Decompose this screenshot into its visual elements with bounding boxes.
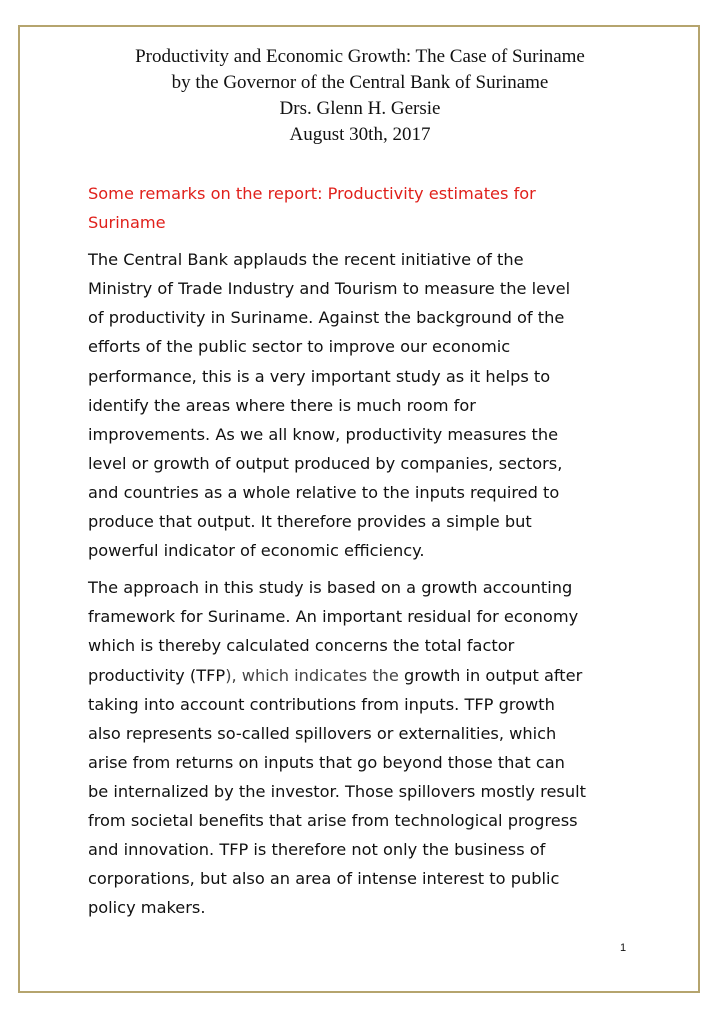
text-line: taking into account contributions from inputs. TFP growth <box>88 694 555 714</box>
heading-line: Some remarks on the report: Productivity estimates for <box>88 184 536 203</box>
text-line: be internalized by the investor. Those spillovers mostly result <box>88 781 586 801</box>
text-line: The Central Bank applauds the recent initiative of the <box>88 250 524 270</box>
document-body <box>88 179 648 922</box>
text-line: produce that output. It therefore provides a simple but <box>88 512 532 532</box>
section-heading <box>88 179 648 237</box>
text-line: of productivity in Suriname. Against the background of the <box>88 308 565 328</box>
text-line: framework for Suriname. An important residual for economy <box>88 607 579 627</box>
title-line: Productivity and Economic Growth: The Case of Suriname <box>135 46 585 67</box>
text-line: and countries as a whole relative to the inputs required to <box>88 482 560 502</box>
text-line: The approach in this study is based on a growth accounting <box>88 578 573 598</box>
paragraph-intro <box>88 245 648 565</box>
author-name: Drs. Glenn H. Gersie <box>279 98 441 119</box>
text-line: level or growth of output produced by companies, sectors, <box>88 453 563 473</box>
text-line-tfp <box>88 666 582 685</box>
page-number: 1 <box>620 942 627 954</box>
text-fragment-soft: ), which indicates the <box>225 665 399 685</box>
text-line: powerful indicator of economic efficiency. <box>88 541 425 561</box>
text-line: which is thereby calculated concerns the total factor <box>88 636 515 656</box>
text-line: arise from returns on inputs that go beyond those that can <box>88 752 565 772</box>
text-line: performance, this is a very important study as it helps to <box>88 366 551 386</box>
text-line: from societal benefits that arise from technological progress <box>88 810 578 830</box>
text-fragment: productivity (TFP <box>88 665 226 685</box>
text-fragment: growth in output after <box>398 665 583 685</box>
text-line: policy makers. <box>88 898 206 918</box>
text-line: corporations, but also an area of intense interest to public <box>88 869 560 889</box>
author-line: by the Governor of the Central Bank of Suriname <box>171 72 549 93</box>
heading-line: Suriname <box>88 213 166 233</box>
document-title <box>0 44 720 148</box>
text-line: identify the areas where there is much room for <box>88 395 476 415</box>
document-date: August 30th, 2017 <box>289 124 431 145</box>
text-line: and innovation. TFP is therefore not only the business of <box>88 840 546 860</box>
paragraph-approach <box>88 573 648 922</box>
text-line: efforts of the public sector to improve our economic <box>88 337 511 357</box>
text-line: also represents so-called spillovers or externalities, which <box>88 723 557 743</box>
text-line: Ministry of Trade Industry and Tourism to measure the level <box>88 279 571 299</box>
text-line: improvements. As we all know, productivity measures the <box>88 424 559 444</box>
